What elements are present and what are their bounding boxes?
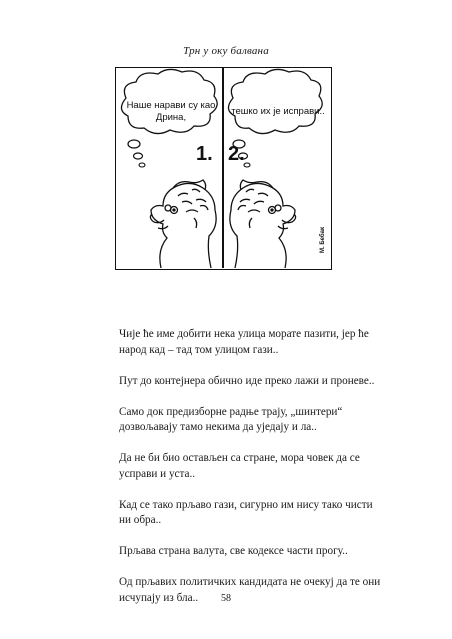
paragraph: Од прљавих политичких кандидата не очекуј да те они исчупају из бла.. [119,576,381,604]
character-head-1 [150,180,216,268]
panel-2-number: 2. [228,143,245,165]
artist-signature: М. Бебак [320,227,326,253]
paragraph: Чије ће име добити нека улица морате пазити, јер ће народ кад – тад том улицом гази.. [119,328,369,356]
paragraph: Пут до контејнера обично иде преко лажи и проневе.. [119,374,375,387]
panel-1-number: 1. [196,143,213,165]
bubble-2-line-1: тешко их је исправи.. [231,106,325,117]
page-number: 58 [221,593,231,604]
cartoon-illustration [115,67,332,270]
paragraph: Да не би био остављен са стране, мора човек да се усправи и уста.. [119,452,360,480]
body-text [119,327,381,622]
running-header: Трн у оку балвана [183,45,269,57]
paragraph: Прљава страна валута, све кодексе части прогу.. [119,545,348,557]
bubble-1-line-1: Наше нарави су као [126,100,216,111]
character-head-2 [230,180,296,268]
bubble-1-line-2: Дрина, [155,112,187,123]
paragraph: Кад се тако прљаво гази, сигурно им нису тако чисти ни обра.. [119,498,373,526]
paragraph: Само док предизборне радње трају, „шинтери“ дозвољавају тамо некима да уједају и ла.. [119,405,343,433]
